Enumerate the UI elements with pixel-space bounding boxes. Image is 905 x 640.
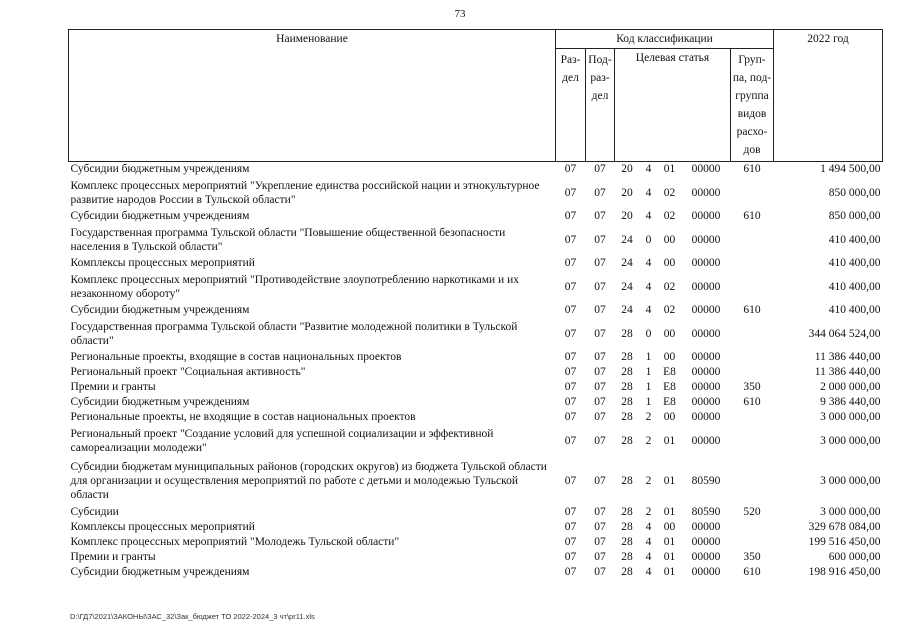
row-expense-group [731,365,774,380]
row-expense-group: 520 [743,506,761,518]
row-target-subprogram: 4 [645,566,652,578]
row-target-subprogram: 4 [645,257,652,269]
row-name: Комплексы процессных мероприятий [70,521,255,533]
row-target-event: 02 [663,304,676,316]
table-row [69,224,883,256]
row-razdel: 07 [564,366,577,378]
row-podrazdel: 07 [594,327,606,340]
row-name: Субсидии бюджетным учреждениям [70,566,250,578]
row-target-program: 28 [621,566,633,578]
row-razdel: 07 [564,434,577,447]
row-target-event: 00 [663,233,676,246]
row-razdel: 07 [564,327,577,340]
table-row [69,318,883,350]
row-razdel: 07 [564,396,577,408]
row-target-direction: 80590 [691,506,721,518]
row-target-event: 01 [663,434,676,447]
header-target: Целевая статья [615,49,731,162]
row-target-direction: 00000 [691,327,721,340]
row-amount: 9 386 440,00 [820,396,881,408]
row-target-direction: 00000 [691,304,721,316]
row-podrazdel: 07 [594,210,606,222]
row-target-event: 00 [663,327,676,340]
row-name: Региональные проекты, не входящие в состав национальных проектов [70,411,416,423]
row-name: Субсидии бюджетным учреждениям [70,396,250,408]
row-name: Премии и гранты [70,381,156,393]
row-podrazdel: 07 [594,257,606,269]
row-name: Комплексы процессных мероприятий [70,257,255,269]
row-target-program: 28 [621,551,633,563]
row-razdel: 07 [564,257,577,269]
table-row [69,209,883,224]
row-expense-group [731,318,774,350]
row-expense-group: 350 [743,381,761,393]
row-name: Субсидии бюджетным учреждениям [70,163,250,176]
row-target-direction: 00000 [691,566,721,578]
table-row [69,380,883,395]
row-razdel: 07 [564,186,577,199]
row-amount: 11 386 440,00 [814,366,881,378]
row-target-program: 20 [621,163,633,176]
row-target-event: 00 [663,257,676,269]
row-amount: 11 386 440,00 [814,351,881,363]
row-target-direction: 00000 [691,381,721,393]
table-row [69,365,883,380]
row-name: Комплекс процессных мероприятий "Противодействие злоупотреблению наркотиками и их незаконному обороту" [70,273,519,300]
row-name: Региональный проект "Создание условий для успешной социализации и эффективной самореализации молодежи" [70,427,494,454]
row-amount: 3 000 000,00 [820,411,881,423]
row-target-program: 28 [621,411,633,423]
row-target-program: 24 [621,280,633,293]
row-target-event: 02 [663,280,676,293]
row-expense-group [731,410,774,425]
row-razdel: 07 [564,536,577,548]
row-target-direction: 00000 [691,257,721,269]
row-target-direction: 00000 [691,411,721,423]
row-amount: 2 000 000,00 [820,381,881,393]
row-podrazdel: 07 [594,551,606,563]
row-target-event: 02 [663,210,676,222]
row-podrazdel: 07 [594,163,606,176]
row-target-direction: 00000 [691,366,721,378]
row-razdel: 07 [564,233,577,246]
row-podrazdel: 07 [594,521,606,533]
row-podrazdel: 07 [594,411,606,423]
row-podrazdel: 07 [594,366,606,378]
row-target-direction: 00000 [691,186,721,199]
row-target-event: Е8 [663,366,676,378]
row-razdel: 07 [564,566,577,578]
row-target-subprogram: 1 [645,396,652,408]
row-expense-group [731,520,774,535]
row-podrazdel: 07 [594,536,606,548]
row-target-direction: 00000 [691,521,721,533]
row-razdel: 07 [564,351,577,363]
row-podrazdel: 07 [594,434,606,447]
row-target-direction: 00000 [691,434,721,447]
row-target-event: 01 [663,566,676,578]
budget-table [68,29,883,580]
row-amount: 850 000,00 [828,210,881,222]
table-row [69,410,883,425]
row-target-program: 28 [621,396,633,408]
row-target-subprogram: 4 [645,304,652,316]
row-target-program: 28 [621,434,633,447]
header-name: Наименование [69,30,556,162]
row-podrazdel: 07 [594,506,606,518]
row-name: Субсидии бюджетным учреждениям [70,304,250,316]
row-target-direction: 00000 [691,396,721,408]
row-target-direction: 00000 [691,536,721,548]
header-classification: Код классификации [556,30,774,49]
row-name: Региональный проект "Социальная активность" [70,366,306,378]
row-podrazdel: 07 [594,566,606,578]
row-expense-group [731,350,774,365]
row-amount: 850 000,00 [828,186,881,199]
row-target-subprogram: 2 [645,474,652,487]
header-year: 2022 год [774,30,883,162]
table-row [69,350,883,365]
row-target-subprogram: 2 [645,506,652,518]
row-target-program: 28 [621,521,633,533]
table-row [69,505,883,520]
row-target-event: 02 [663,186,676,199]
row-amount: 410 400,00 [828,257,881,269]
row-target-subprogram: 1 [645,366,652,378]
table-row [69,565,883,580]
row-expense-group [731,177,774,209]
row-amount: 1 494 500,00 [820,163,881,176]
row-name: Региональные проекты, входящие в состав национальных проектов [70,351,402,363]
table-row [69,177,883,209]
header-group: Груп- па, под- группа видов расхо- дов [731,49,774,162]
row-target-subprogram: 1 [645,381,652,393]
row-expense-group: 610 [743,396,761,408]
row-target-event: 01 [663,536,676,548]
row-podrazdel: 07 [594,304,606,316]
row-amount: 410 400,00 [828,280,881,293]
row-target-event: 01 [663,474,676,487]
table-row [69,162,883,177]
row-amount: 199 516 450,00 [808,536,881,548]
row-razdel: 07 [564,280,577,293]
row-name: Субсидии бюджетам муниципальных районов (городских округов) из бюджета Тульской области для организации и осуществления мероприятий по работе с детьми и молодежью Тульской области [70,460,547,501]
table-row [69,535,883,550]
row-expense-group: 350 [743,551,761,563]
table-row [69,271,883,303]
row-target-subprogram: 2 [645,411,652,423]
row-expense-group: 610 [743,566,761,578]
row-target-program: 28 [621,366,633,378]
header-podrazdel: Под- раз- дел [586,49,615,162]
row-target-direction: 00000 [691,280,721,293]
row-amount: 198 916 450,00 [808,566,881,578]
row-amount: 344 064 524,00 [808,327,881,340]
row-target-subprogram: 0 [645,233,652,246]
row-target-subprogram: 4 [645,536,652,548]
row-target-program: 20 [621,186,633,199]
row-expense-group: 610 [743,210,761,222]
row-expense-group [731,271,774,303]
row-amount: 329 678 084,00 [808,521,881,533]
row-target-event: 00 [663,521,676,533]
table-row [69,457,883,505]
table-row [69,256,883,271]
row-name: Государственная программа Тульской области "Повышение общественной безопасности населения в Тульской области" [70,226,506,253]
row-podrazdel: 07 [594,381,606,393]
row-target-event: 01 [663,506,676,518]
table-body [69,162,883,580]
table-row [69,303,883,318]
row-target-subprogram: 4 [645,521,652,533]
row-podrazdel: 07 [594,351,606,363]
page-number: 73 [454,8,466,20]
table-row [69,520,883,535]
row-name: Комплекс процессных мероприятий "Укрепление единства российской нации и этнокультурное развитие народов России в Тульской области" [70,179,540,206]
row-expense-group [731,224,774,256]
row-target-event: 01 [663,551,676,563]
row-razdel: 07 [564,506,577,518]
row-razdel: 07 [564,474,577,487]
row-amount: 600 000,00 [828,551,881,563]
row-podrazdel: 07 [594,474,606,487]
row-razdel: 07 [564,163,577,176]
row-podrazdel: 07 [594,280,606,293]
row-target-event: 00 [663,351,676,363]
table-row [69,425,883,457]
row-target-program: 24 [621,233,633,246]
row-expense-group [731,457,774,505]
row-razdel: 07 [564,411,577,423]
row-target-program: 28 [621,381,633,393]
row-name: Государственная программа Тульской области "Развитие молодежной политики в Тульской области" [70,320,518,347]
row-target-subprogram: 4 [645,163,652,176]
row-razdel: 07 [564,304,577,316]
row-razdel: 07 [564,210,577,222]
row-expense-group: 610 [743,163,761,176]
row-target-event: Е8 [663,381,676,393]
row-target-program: 28 [621,351,633,363]
row-target-event: 00 [663,411,676,423]
row-razdel: 07 [564,551,577,563]
table-row [69,395,883,410]
row-name: Премии и гранты [70,551,156,563]
row-target-direction: 00000 [691,551,721,563]
row-target-subprogram: 4 [645,551,652,563]
table-row [69,550,883,565]
row-target-program: 28 [621,536,633,548]
row-target-subprogram: 0 [645,327,652,340]
row-amount: 3 000 000,00 [820,506,881,518]
row-target-program: 24 [621,304,633,316]
row-podrazdel: 07 [594,396,606,408]
row-target-program: 24 [621,257,633,269]
row-expense-group [731,425,774,457]
row-target-subprogram: 4 [645,186,652,199]
row-amount: 3 000 000,00 [820,474,881,487]
row-target-direction: 00000 [691,233,721,246]
row-name: Комплекс процессных мероприятий "Молодежь Тульской области" [70,536,400,548]
row-target-subprogram: 2 [645,434,652,447]
row-target-direction: 00000 [691,210,721,222]
row-podrazdel: 07 [594,186,606,199]
row-target-direction: 80590 [691,474,721,487]
row-target-event: Е8 [663,396,676,408]
row-razdel: 07 [564,521,577,533]
row-name: Субсидии бюджетным учреждениям [70,210,250,222]
row-target-subprogram: 4 [645,210,652,222]
header-razdel: Раз- дел [556,49,586,162]
row-target-program: 20 [621,210,633,222]
row-target-subprogram: 1 [645,351,652,363]
row-razdel: 07 [564,381,577,393]
row-target-direction: 00000 [691,351,721,363]
row-amount: 410 400,00 [828,304,881,316]
row-target-subprogram: 4 [645,280,652,293]
header-row-top [69,30,883,49]
row-expense-group [731,256,774,271]
row-expense-group [731,535,774,550]
file-path-footer: D:\ГД7\2021\ЗАКОНЫ\ЗАС_32\Зак_бюджет ТО 2022-2024_3 чт\pr11.xls [70,612,315,621]
row-target-program: 28 [621,474,633,487]
row-podrazdel: 07 [594,233,606,246]
row-target-program: 28 [621,506,633,518]
row-name: Субсидии [70,506,119,518]
row-target-program: 28 [621,327,633,340]
row-target-event: 01 [663,163,676,176]
row-amount: 3 000 000,00 [820,434,881,447]
row-expense-group: 610 [743,304,761,316]
row-amount: 410 400,00 [828,233,881,246]
row-target-direction: 00000 [691,163,721,176]
